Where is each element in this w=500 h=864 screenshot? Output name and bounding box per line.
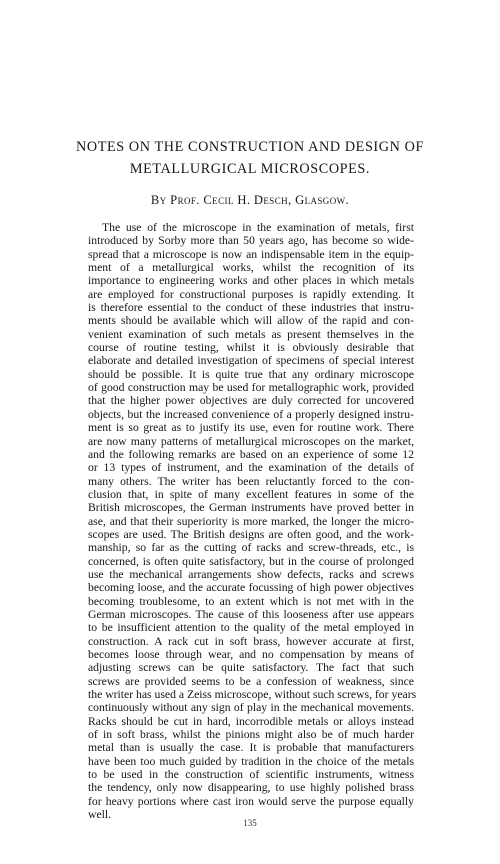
body-line: to be used in the construction of scientific instruments, witness bbox=[88, 768, 414, 782]
body-line: becomes loose through wear, and no compensation by means of bbox=[88, 648, 414, 661]
body-line: elaborate and detailed investigation of specimens of special interest bbox=[88, 354, 414, 368]
body-line: screws are provided seems to be a confession of weakness, since bbox=[88, 674, 414, 688]
body-line: concerned, is often quite satisfactory, but in the course of prolonged bbox=[88, 554, 414, 568]
body-line: of in soft brass, whilst the pinions might also be of much harder bbox=[88, 728, 414, 742]
body-line: and the following remarks are based on an experience of some 12 bbox=[88, 447, 414, 461]
body-line: of good construction may be used for metallographic work, provided bbox=[88, 381, 414, 395]
body-line: ment is so great as to justify its use, even for routine work. There bbox=[88, 421, 414, 435]
body-line: becoming troublesome, to an extent which is not met with in the bbox=[88, 594, 414, 608]
body-line: have been too much guided by tradition in the choice of the metals bbox=[88, 754, 414, 768]
body-line: use the mechanical arrangements show defects, racks and screws bbox=[88, 567, 414, 581]
article-title-line-2: METALLURGICAL MICROSCOPES. bbox=[129, 161, 371, 177]
body-line: ase, and that their superiority is more marked, the longer the micro- bbox=[88, 514, 414, 528]
body-line: Racks should be cut in hard, incorrodible metals or alloys instead bbox=[88, 714, 414, 728]
body-line: importance to engineering works and other places in which metals bbox=[88, 274, 414, 288]
body-line: clusion that, in spite of many excellent features in some of the bbox=[88, 487, 414, 501]
body-line: to be insufficient attention to the quality of the metal employed in bbox=[88, 621, 414, 635]
body-line: objects, but the increased convenience of a properly designed instru- bbox=[88, 407, 414, 421]
body-line: or 13 types of instrument, and the examination of the details of bbox=[88, 461, 414, 475]
body-line: ment of a metallurgical works, whilst the recognition of its bbox=[88, 261, 414, 275]
body-line: metal than is usually the case. It is probable that manufacturers bbox=[88, 741, 414, 755]
article-body bbox=[88, 221, 417, 822]
body-line: ments should be available which will allow of the rapid and con- bbox=[88, 314, 414, 328]
body-line: the writer has used a Zeiss microscope, without such screws, for years bbox=[88, 688, 417, 702]
body-line: is therefore essential to the conduct of these industries that instru- bbox=[88, 301, 414, 315]
body-line: the tendency, only now disappearing, to use highly polished brass bbox=[88, 781, 414, 795]
body-line: The use of the microscope in the examination of metals, first bbox=[102, 221, 414, 234]
body-line: British microscopes, the German instruments have proved better in bbox=[88, 501, 414, 515]
body-line: course of routine testing, whilst it is obviously desirable that bbox=[88, 341, 414, 355]
body-line: introduced by Sorby more than 50 years ago, has become so wide- bbox=[88, 234, 414, 248]
body-line: well. bbox=[88, 808, 112, 822]
body-line: are employed for constructional purposes is rapidly extending. It bbox=[88, 287, 414, 301]
body-line: continuously without any sign of play in the mechanical movements. bbox=[88, 701, 414, 715]
body-line: that the higher power objectives are duly corrected for uncovered bbox=[88, 394, 414, 408]
body-line: manship, so far as the cutting of racks and screw-threads, etc., is bbox=[88, 541, 414, 555]
body-line: German microscopes. The cause of this looseness after use appears bbox=[88, 607, 414, 621]
body-line: many others. The writer has been reluctantly forced to the con- bbox=[88, 474, 414, 488]
body-line: scopes are used. The British designs are often good, and the work- bbox=[88, 527, 414, 541]
body-line: construction. A rack cut in soft brass, however accurate at first, bbox=[88, 634, 414, 648]
body-line: venient examination of such metals as present themselves in the bbox=[88, 327, 414, 341]
page-number: 135 bbox=[243, 818, 257, 828]
body-line: are now many patterns of metallurgical microscopes on the market, bbox=[88, 434, 414, 448]
body-line: for heavy portions where cast iron would serve the purpose equally bbox=[88, 794, 414, 808]
body-line: becoming loose, and the accurate focussing of high power objectives bbox=[88, 581, 414, 595]
body-line: spread that a microscope is now an indispensable item in the equip- bbox=[88, 247, 414, 261]
author-byline: By Prof. Cecil H. Desch, Glasgow. bbox=[150, 193, 350, 207]
body-line: should be possible. It is quite true that any ordinary microscope bbox=[88, 367, 414, 381]
body-line: adjusting screws can be quite satisfactory. The fact that such bbox=[88, 661, 414, 675]
article-title-line-1: NOTES ON THE CONSTRUCTION AND DESIGN OF bbox=[76, 139, 424, 155]
